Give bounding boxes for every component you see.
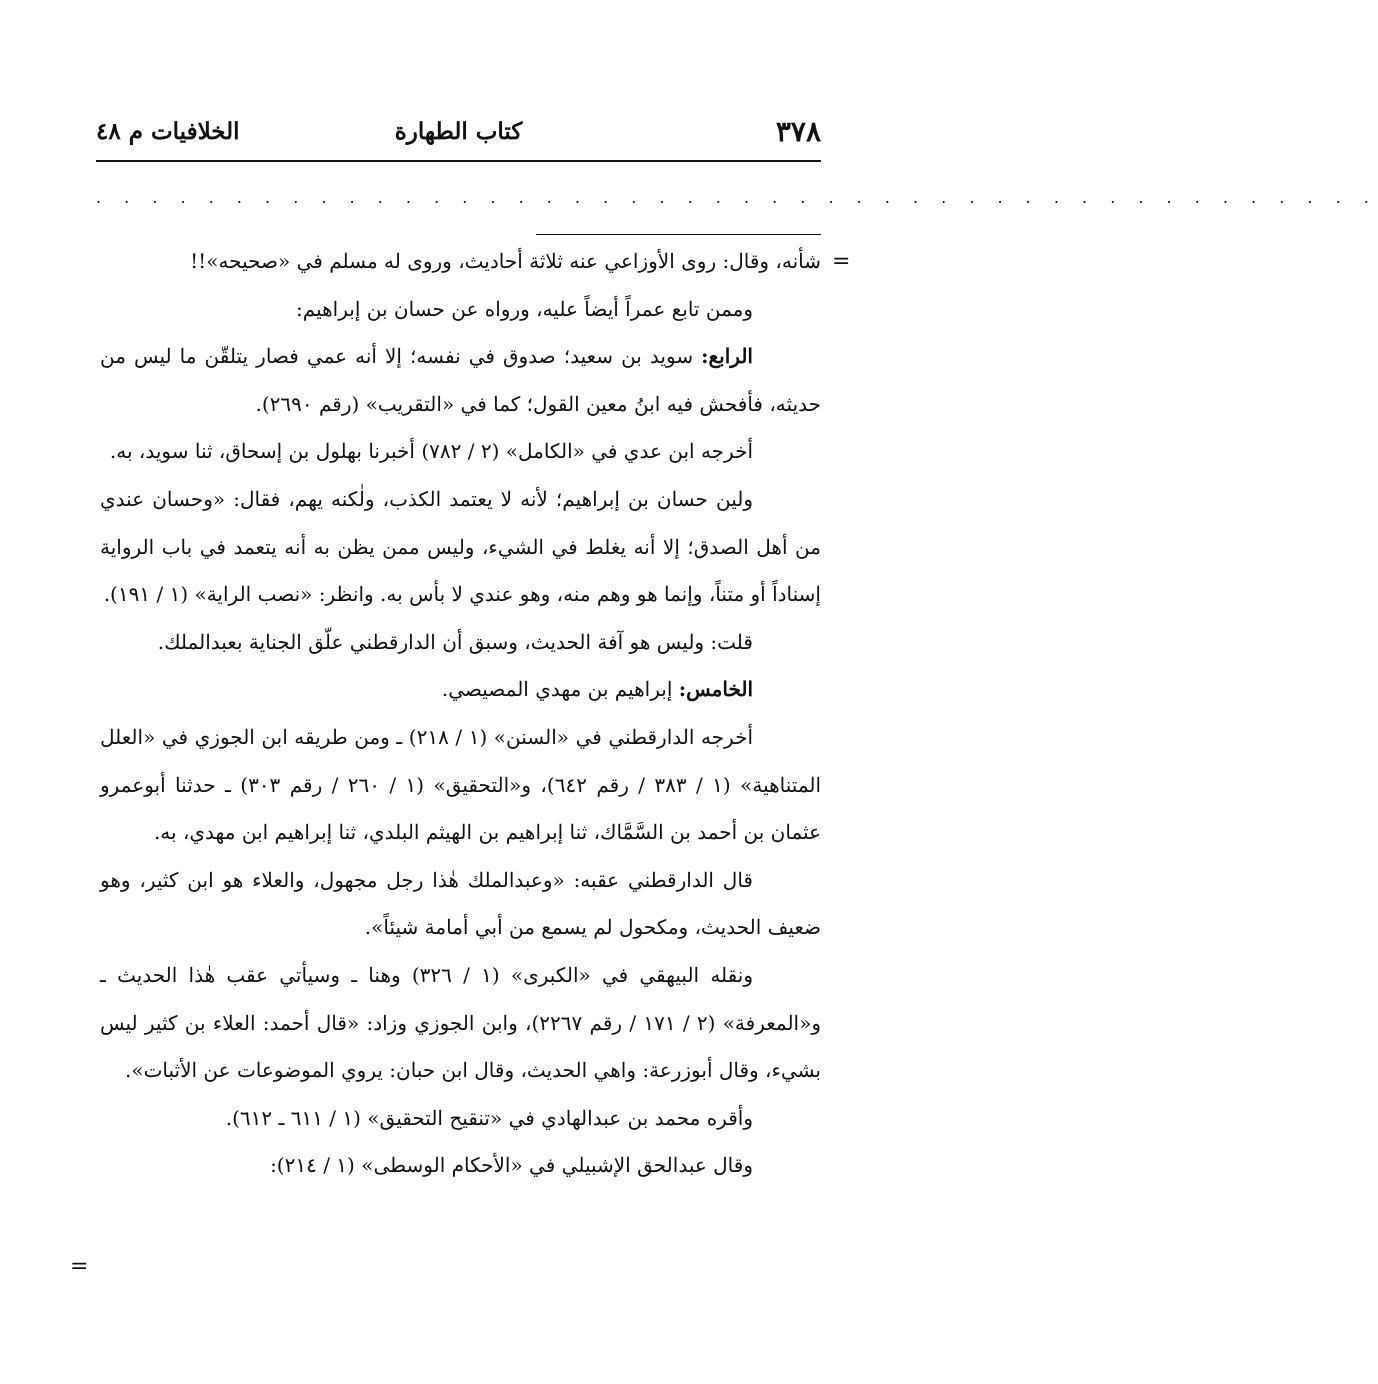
continuation-mark-bottom: = [70, 1254, 89, 1279]
footnote-text [100, 238, 821, 1190]
paragraph: أخرجه الدارقطني في «السنن» (١ / ٢١٨) ـ ومن طريقه ابن الجوزي في «العلل المتناهية» (١ / ٣٨٣ / رقم ٦٤٢)، و«التحقيق» (١ / ٢٦٠ / رقم ٣٠٣) ـ حدثنا أبوعمرو عثمان بن أحمد بن السَّمَّاك، ثنا إبراهيم بن الهيثم البلدي، ثنا إبراهيم ابن مهدي، به. [100, 724, 822, 845]
paragraph: قلت: وليس هو آفة الحديث، وسبق أن الدارقطني علّق الجناية بعبدالملك. [157, 629, 753, 654]
paragraph: ولين حسان بن إبراهيم؛ لأنه لا يعتمد الكذب، ولٰكنه يهم، فقال: «وحسان عندي من أهل الصدق؛ إلا أنه يغلط في الشيء، وليس ممن يظن به أنه يتعمد في باب الرواية إسناداً أو متناً، وإنما هو وهم منه، وهو عندي لا بأس به. وانظر: «نصب الراية» (١ / ١٩١). [100, 486, 821, 607]
page-number: ٣٧٨ [775, 115, 821, 148]
paragraph-label: الخامس: [678, 677, 753, 702]
paragraph-text: إبراهيم بن مهدي المصيصي. [441, 677, 679, 702]
paragraph: أخرجه ابن عدي في «الكامل» (٢ / ٧٨٢) أخبرنا بهلول بن إسحاق، ثنا سويد، به. [109, 439, 753, 464]
paragraph [100, 333, 821, 428]
paragraph-text: سويد بن سعيد؛ صدوق في نفسه؛ إلا أنه عمي فصار يتلقّن ما ليس من حديثه، فأفحش فيه ابنُ معين القول؛ كما في «التقريب» (رقم ٢٦٩٠). [100, 344, 821, 416]
footnote-rule [536, 234, 821, 235]
paragraph-label: الرابع: [701, 344, 753, 369]
paragraph [100, 666, 821, 714]
paragraph: شأنه، وقال: روى الأوزاعي عنه ثلاثة أحاديث، وروى له مسلم في «صحيحه»!! [190, 249, 821, 273]
continuation-mark-top: = [832, 249, 851, 274]
header-rule [96, 160, 821, 162]
paragraph: قال الدارقطني عقبه: «وعبدالملك هٰذا رجل مجهول، والعلاء هو ابن كثير، وهو ضعيف الحديث، ومكحول لم يسمع من أبي أمامة شيئاً». [100, 867, 821, 940]
paragraph: وقال عبدالحق الإشبيلي في «الأحكام الوسطى» (١ / ٢١٤): [270, 1153, 753, 1178]
paragraph: ونقله البيهقي في «الكبرى» (١ / ٣٢٦) وهنا ـ وسيأتي عقب هٰذا الحديث ـ و«المعرفة» (٢ / ١٧١ / رقم ٢٢٦٧)، وابن الجوزي وزاد: «قال أحمد: العلاء بن كثير ليس بشيء، وقال أبوزرعة: واهي الحديث، وقال ابن حبان: يروي الموضوعات عن الأثبات». [100, 962, 822, 1083]
paragraph: وممن تابع عمراً أيضاً عليه، ورواه عن حسان بن إبراهيم: [296, 296, 753, 321]
signature-mark: الخلافيات م ٤٨ [96, 118, 240, 145]
book-title: كتاب الطهارة [394, 118, 523, 145]
paragraph: وأقره محمد بن عبدالهادي في «تنقيح التحقيق» (١ / ٦١١ ـ ٦١٢). [225, 1105, 753, 1130]
page-header [96, 112, 821, 152]
dotted-separator: . . . . . . . . . . . . . . . . . . . . . . . . . . . . . . . . . . . . . . . . . . . . . . [96, 188, 1378, 207]
